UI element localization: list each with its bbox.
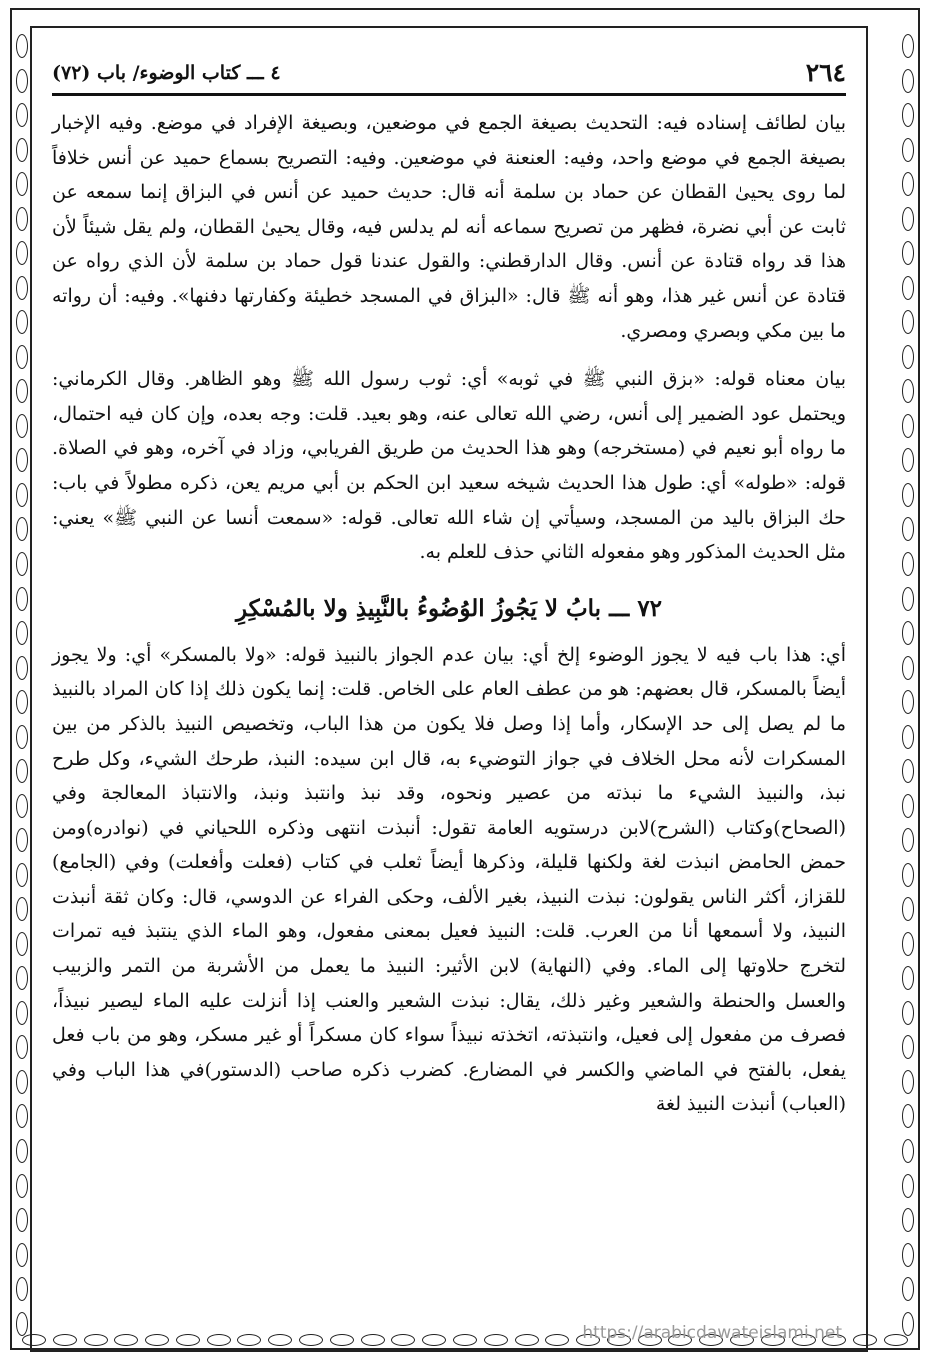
chapter-heading: ٧٢ ـــ بابُ لا يَجُوزُ الوُضُوءُ بالنَّبِيذِ ولا بالمُسْكِرِ <box>235 594 663 622</box>
paragraph-isnad: بيان لطائف إسناده فيه: التحديث بصيغة الجمع في موضعين، وبصيغة الإفراد في موضع. وفيه الإخبار بصيغة الجمع في موضع واحد، وفيه: العنعنة في موضعين. وفيه: التصريح بسماع حميد عن أنس خلافاً لما روى يحيىٰ القطان عن حماد بن سلمة أنه قال: حديث حميد عن أنس في البزاق إنما سمعه عن ثابت عن أبي نضرة، فظهر من تصريح سماعه أنه لم يدلس فيه، وقال يحيىٰ القطان، ولم يقل شيئاً لأن هذا قد رواه قتادة عن أنس. وقال الدارقطني: والقول عندنا قول حماد بن سلمة لأن الذي رواه عن قتادة عن أنس غير هذا، وهو أنه ﷺ قال: «البزاق في المسجد خطيئة وكفارتها دفنها». وفيه: أن رواته ما بين مكي وبصري ومصري. <box>52 112 846 342</box>
page-content <box>52 52 846 1122</box>
running-title: ٤ ـــ كتاب الوضوء/ باب (٧٢) <box>52 61 281 84</box>
paragraph-chapter-body: أي: هذا باب فيه لا يجوز الوضوء إلخ أي: بيان عدم الجواز بالنبيذ قوله: «ولا بالمسكر» أي: ولا يجوز أيضاً بالمسكر، قال بعضهم: هو من عطف العام على الخاص. قلت: إنما يكون ذلك إذا كان المراد بالنبيذ ما لم يصل إلى حد الإسكار، وأما إذا وصل فلا يكون من هذا الباب، وتخصيص النبيذ بالذكر من بين المسكرات لأنه محل الخلاف في جواز التوضيء به، قال ابن سيده: النبذ، طرحك الشيء، وكل طرح نبذ، والنبيذ الشيء ما نبذته من عصير ونحوه، وقد نبذ وانتبذ ونبذ، والانتباذ المعالجة وفي (الصحاح)وكتاب (الشرح)لابن درستويه العامة تقول: أنبذت انتهى وذكره اللحياني في (نوادره)ومن حمض الحامض انبذت لغة ولكنها قليلة، وذكرها أيضاً ثعلب في كتاب (فعلت وأفعلت) وفي (الجامع) للقزاز، أكثر الناس يقولون: نبذت النبيذ، بغير الألف، وحكى الفراء عن الدوسي، قال: وكان ثقة أنبذت النبيذ، ولا أسمعها أنا من العرب. قلت: النبيذ فعيل بمعنى مفعول، وهو الماء الذي ينتبذ فيه تمرات لتخرج حلاوتها إلى الماء. وفي (النهاية) لابن الأثير: النبيذ ما يعمل من الأشربة من التمر والزبيب والعسل والحنطة والشعير وغير ذلك، يقال: نبذت الشعير والعنب إذا أنزلت عليه الماء ليصير نبيذاً، فصرف من مفعول إلى فعيل، وانتبذته، اتخذته نبيذاً سواء كان مسكراً أو غير مسكر، وهو من باب فعل يفعل، بالفتح في الماضي والكسر في المضارع. كضرب ذكره صاحب (الدستور)في هذا الباب وفي (العباب) أنبذت النبيذ لغة <box>52 643 846 1116</box>
page-number: ٢٦٤ <box>805 58 846 87</box>
left-border-ornament <box>12 34 32 1336</box>
right-border-ornament <box>898 34 918 1336</box>
paragraph-meaning: بيان معناه قوله: «بزق النبي ﷺ في ثوبه» أي: ثوب رسول الله ﷺ وهو الظاهر. وقال الكرماني: ويحتمل عود الضمير إلى أنس، رضي الله تعالى عنه، وهو بعيد. قلت: وجه بعده، وإن كان فيه احتمال، ما رواه أبو نعيم في (مستخرجه) وهو هذا الحديث من طريق الفريابي، وزاد في آخره، وهو في الصلاة. قوله: «طوله» أي: طول هذا الحديث شيخه سعيد ابن الحكم بن أبي مريم يعن، ذكره مطولاً في باب: حك البزاق باليد من المسجد، وسيأتي إن شاء الله تعالى. قوله: «سمعت أنسا عن النبي ﷺ» يعني: مثل الحديث المذكور وهو مفعوله الثاني حذف للعلم به. <box>52 368 846 564</box>
page-header <box>52 52 846 96</box>
watermark-url: https://arabicdawateislami.net <box>582 1323 842 1343</box>
